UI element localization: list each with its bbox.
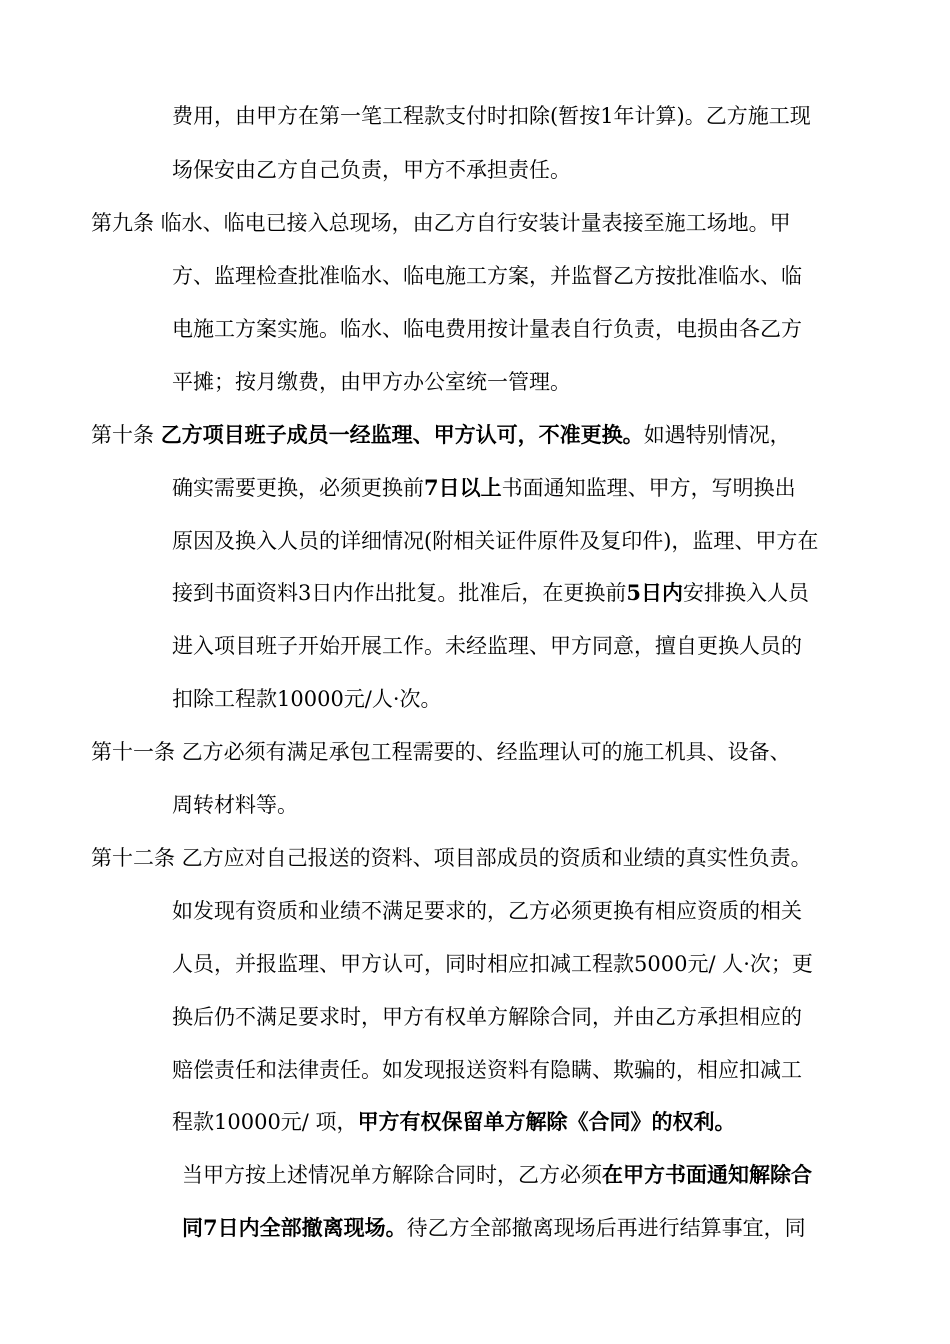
text-segment: 第十一条 乙方必须有满足承包工程需要的、经监理认可的施工机具、设备、 [91,740,791,764]
text-segment: 场保安由乙方自己负责，甲方不承担责任。 [172,158,571,182]
text-segment: 换后仍不满足要求时，甲方有权单方解除合同，并由乙方承担相应的 [172,1005,802,1029]
text-segment: 进入项目班子开始开展工作。未经监理、甲方同意，擅自更换人员的 [172,634,802,658]
bold-text-segment: 甲方有权保留单方解除《合同》的权利。 [357,1109,736,1134]
text-segment: 待乙方全部撤离现场后再进行结算事宜，同 [406,1216,806,1240]
text-segment: 当甲方按上述情况单方解除合同时，乙方必须 [182,1163,602,1187]
text-segment: 第九条 临水、临电已接入总现场，由乙方自行安装计量表接至施工场地。甲 [91,211,791,235]
text-segment: 如遇特别情况， [643,423,791,447]
text-segment: 程款10000元/ 项， [172,1110,358,1134]
text-line [172,156,571,184]
text-line [172,791,298,819]
text-line [182,1161,812,1189]
text-segment: 如发现有资质和业绩不满足要求的，乙方必须更换有相应资质的相关 [172,899,802,923]
bold-text-segment: 在甲方书面通知解除合 [602,1162,812,1187]
text-segment: 书面通知监理、甲方，写明换出 [501,476,796,500]
text-segment: 第十条 [91,423,161,447]
text-line [172,102,811,130]
bold-text-segment: 5日内 [626,580,683,605]
text-segment: 人员，并报监理、甲方认可，同时相应扣减工程款5000元/ 人·次；更 [172,952,813,976]
bold-text-segment: 乙方项目班子成员一经监理、甲方认可，不准更换。 [160,422,644,447]
text-segment: 方、监理检查批准临水、临电施工方案，并监督乙方按批准临水、临 [172,264,802,288]
text-segment: 赔偿责任和法律责任。如发现报送资料有隐瞒、欺骗的，相应扣减工 [172,1058,802,1082]
text-segment: 周转材料等。 [172,793,298,817]
article-12-heading [91,844,812,872]
text-segment: 原因及换入人员的详细情况(附相关证件原件及复印件)，监理、甲方在 [172,529,819,553]
text-segment: 平摊；按月缴费，由甲方办公室统一管理。 [172,370,571,394]
text-line [172,1056,802,1084]
text-segment: 接到书面资料3日内作出批复。批准后，在更换前 [172,581,627,605]
article-11-heading [91,738,791,766]
text-segment: 扣除工程款10000元/人·次。 [172,687,442,711]
text-line [172,1108,736,1136]
text-line [172,315,802,343]
article-9-heading [91,209,791,237]
text-line [172,632,802,660]
bold-text-segment: 7日以上 [424,475,502,500]
text-line [172,368,571,396]
text-line [172,685,442,713]
text-line [172,262,802,290]
text-line [182,1214,806,1242]
text-line [172,950,813,978]
text-line [172,527,818,555]
text-segment: 费用，由甲方在第一笔工程款支付时扣除(暂按1年计算)。乙方施工现 [172,104,811,128]
text-segment: 第十二条 乙方应对自己报送的资料、项目部成员的资质和业绩的真实性负责。 [91,846,812,870]
text-line [172,1003,802,1031]
text-line [172,897,802,925]
bold-text-segment: 同7日内全部撤离现场。 [182,1215,407,1240]
text-segment: 安排换入人员 [682,581,809,605]
text-line [172,579,809,607]
text-segment: 确实需要更换，必须更换前 [172,476,424,500]
text-line [172,474,796,502]
text-segment: 电施工方案实施。临水、临电费用按计量表自行负责，电损由各乙方 [172,317,802,341]
article-10-heading [91,421,791,449]
